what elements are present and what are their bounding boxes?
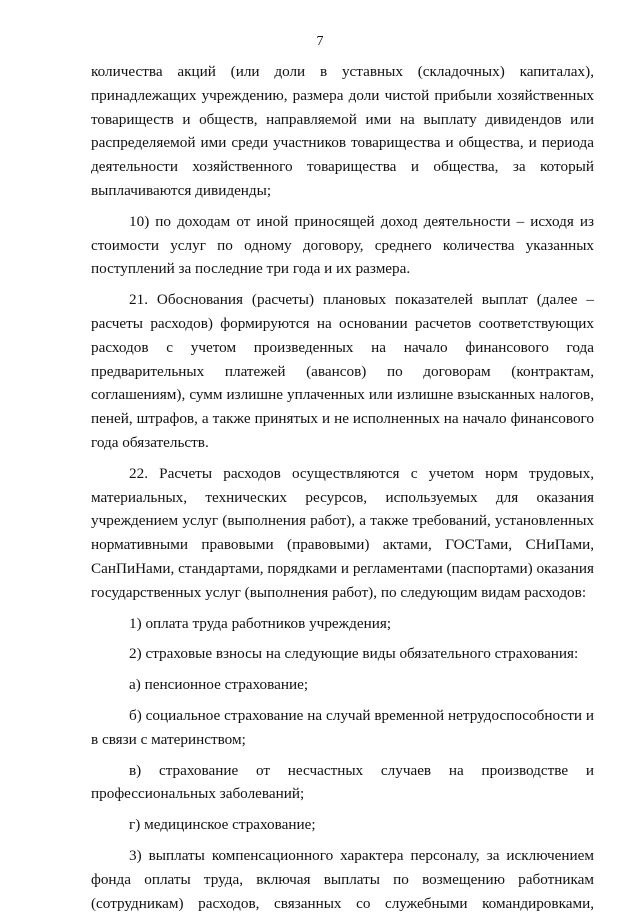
list-item-1: 1) оплата труда работников учреждения; [129, 614, 392, 632]
list-item-b: б) социальное страхование на случай временной нетрудоспособности и в связи с материнством; [91, 706, 594, 748]
page-number: 7 [316, 34, 324, 49]
list-item-a: а) пенсионное страхование; [129, 676, 309, 694]
paragraph-clause-21: 21. Обоснования (расчеты) плановых показателей выплат (далее – расчеты расходов) формируются на основании расчетов соответствующих расходов с учетом произведенных на начало финансового года предварительных платежей (авансов) по договорам (контрактам, соглашениям), сумм излишне уплаченных или излишне взысканных налогов, пеней, штрафов, а также принятых и не исполненных на начало финансового года обязательств. [91, 291, 594, 451]
paragraph-clause-22: 22. Расчеты расходов осуществляются с учетом норм трудовых, материальных, технических ресурсов, используемых для оказания учреждением услуг (выполнения работ), а также требований, установленных нормативными правовыми (правовыми) актами, ГОСТами, СНиПами, СанПиНами, стандартами, порядками и регламентами (паспортами) оказания государственных услуг (выполнения работ), по следующим видам расходов: [91, 464, 594, 601]
list-item-v: в) страхование от несчастных случаев на производстве и профессиональных заболеваний; [91, 761, 594, 803]
list-item-2: 2) страховые взносы на следующие виды обязательного страхования: [129, 645, 579, 663]
list-item-3: 3) выплаты компенсационного характера персоналу, за исключением фонда оплаты труда, включая выплаты по возмещению работникам (сотрудникам) расходов, связанных со служебными командировками, [91, 846, 594, 912]
paragraph-continuation: количества акций (или доли в уставных (складочных) капиталах), принадлежащих учреждению, размера доли чистой прибыли хозяйственных товариществ и обществ, направляемой ими на выплату дивидендов или распределяемой ими среди участников товарищества и общества, и периода деятельности хозяйственного товарищества и общества, за который выплачиваются дивиденды; [91, 63, 594, 199]
list-item-g: г) медицинское страхование; [129, 816, 316, 834]
paragraph-item-10: 10) по доходам от иной приносящей доход деятельности – исходя из стоимости услуг по одному договору, среднего количества указанных поступлений за последние три года и их размера. [91, 212, 594, 278]
document-body [91, 60, 594, 915]
